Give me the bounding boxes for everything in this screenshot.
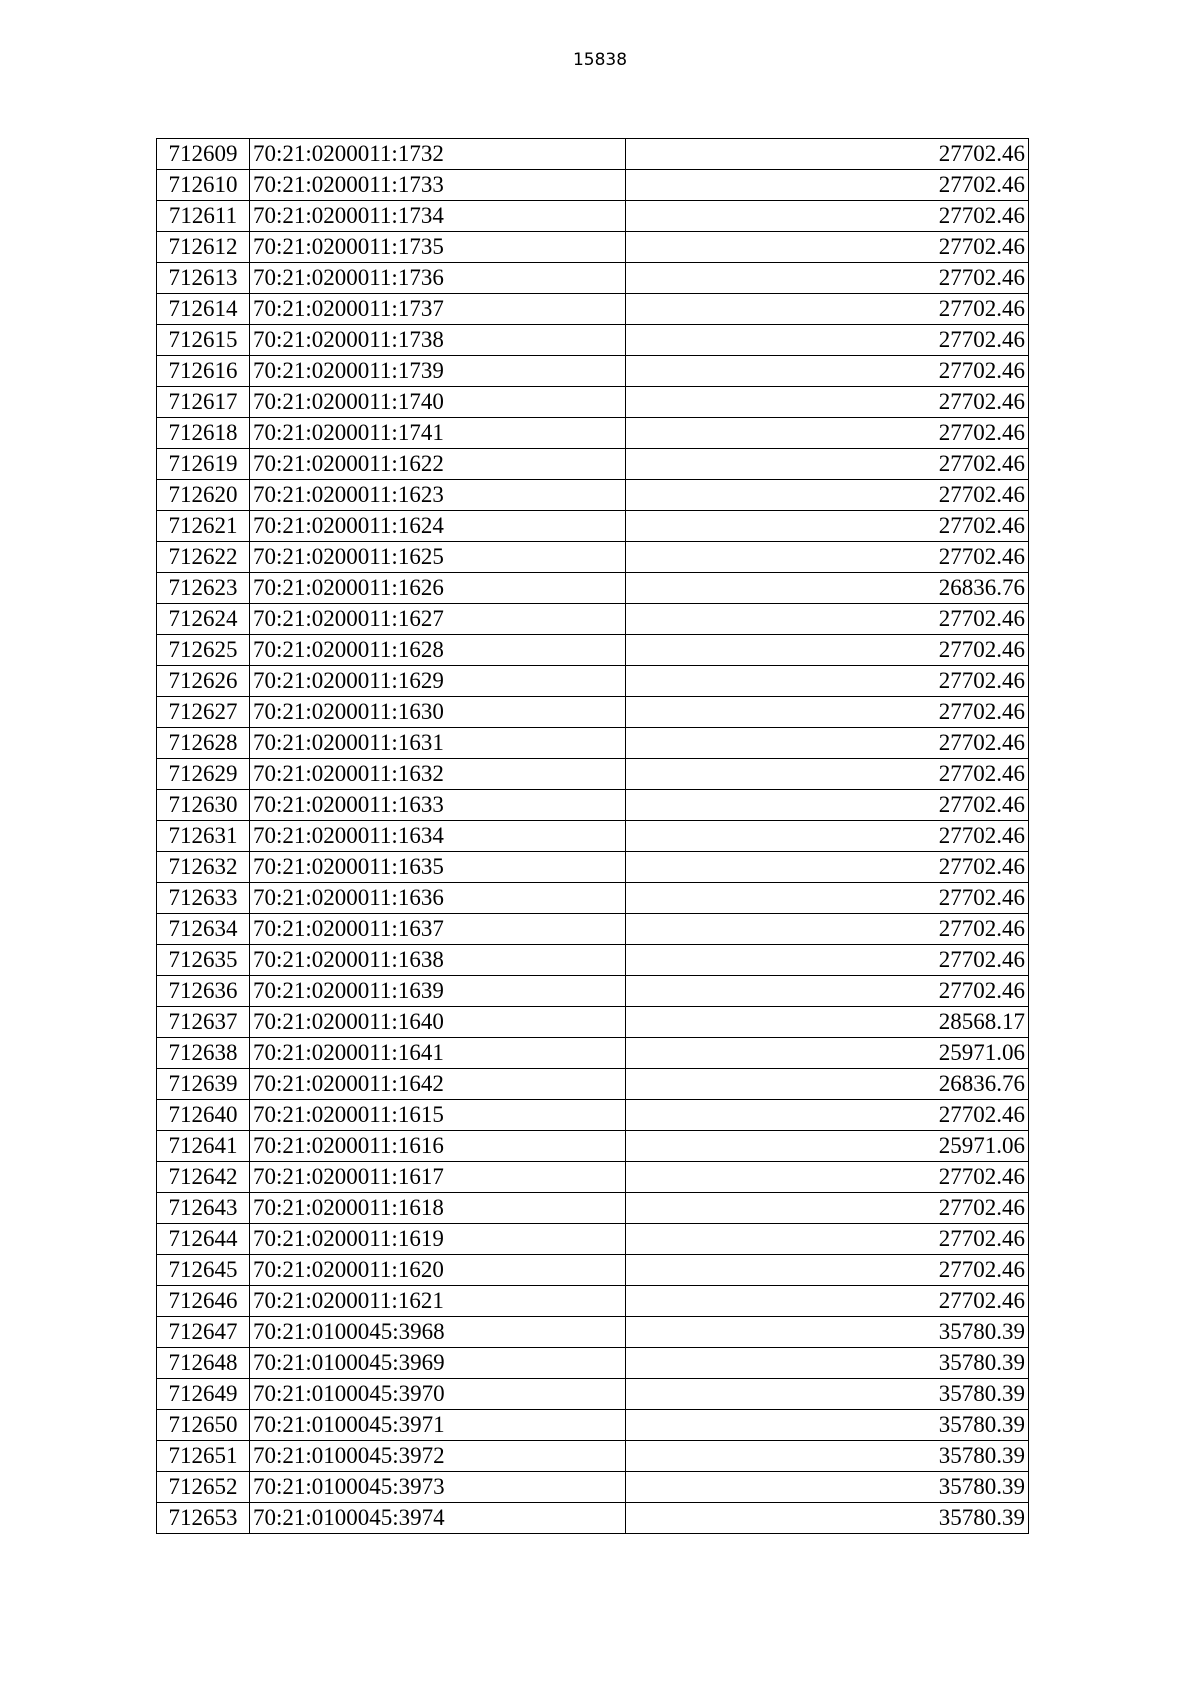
table-row <box>157 759 1029 790</box>
row-number-cell: 712649 <box>157 1379 250 1410</box>
value-cell: 27702.46 <box>626 728 1029 759</box>
row-number-cell: 712642 <box>157 1162 250 1193</box>
row-number-cell: 712628 <box>157 728 250 759</box>
row-number-cell: 712617 <box>157 387 250 418</box>
cadastral-number-cell: 70:21:0200011:1632 <box>250 759 626 790</box>
row-number-cell: 712639 <box>157 1069 250 1100</box>
row-number-cell: 712612 <box>157 232 250 263</box>
cadastral-number-cell: 70:21:0200011:1625 <box>250 542 626 573</box>
cadastral-number-cell: 70:21:0200011:1739 <box>250 356 626 387</box>
table-row <box>157 1100 1029 1131</box>
cadastral-number-cell: 70:21:0100045:3970 <box>250 1379 626 1410</box>
row-number-cell: 712635 <box>157 945 250 976</box>
value-cell: 35780.39 <box>626 1503 1029 1534</box>
table-row <box>157 232 1029 263</box>
cadastral-number-cell: 70:21:0200011:1741 <box>250 418 626 449</box>
table-row <box>157 387 1029 418</box>
value-cell: 27702.46 <box>626 356 1029 387</box>
table-row <box>157 511 1029 542</box>
row-number-cell: 712618 <box>157 418 250 449</box>
row-number-cell: 712648 <box>157 1348 250 1379</box>
cadastral-number-cell: 70:21:0100045:3972 <box>250 1441 626 1472</box>
value-cell: 35780.39 <box>626 1472 1029 1503</box>
table-row <box>157 1131 1029 1162</box>
cadastral-number-cell: 70:21:0100045:3974 <box>250 1503 626 1534</box>
cadastral-number-cell: 70:21:0200011:1622 <box>250 449 626 480</box>
cadastral-number-cell: 70:21:0200011:1630 <box>250 697 626 728</box>
row-number-cell: 712615 <box>157 325 250 356</box>
table-row <box>157 542 1029 573</box>
table-row <box>157 976 1029 1007</box>
row-number-cell: 712650 <box>157 1410 250 1441</box>
table-row <box>157 666 1029 697</box>
cadastral-number-cell: 70:21:0200011:1734 <box>250 201 626 232</box>
row-number-cell: 712620 <box>157 480 250 511</box>
value-cell: 27702.46 <box>626 1100 1029 1131</box>
value-cell: 27702.46 <box>626 511 1029 542</box>
table-row <box>157 697 1029 728</box>
row-number-cell: 712640 <box>157 1100 250 1131</box>
table-row <box>157 170 1029 201</box>
row-number-cell: 712614 <box>157 294 250 325</box>
table-row <box>157 1038 1029 1069</box>
table-row <box>157 1162 1029 1193</box>
row-number-cell: 712629 <box>157 759 250 790</box>
table-row <box>157 263 1029 294</box>
cadastral-number-cell: 70:21:0200011:1621 <box>250 1286 626 1317</box>
value-cell: 27702.46 <box>626 883 1029 914</box>
row-number-cell: 712641 <box>157 1131 250 1162</box>
row-number-cell: 712634 <box>157 914 250 945</box>
row-number-cell: 712611 <box>157 201 250 232</box>
row-number-cell: 712633 <box>157 883 250 914</box>
row-number-cell: 712653 <box>157 1503 250 1534</box>
cadastral-number-cell: 70:21:0200011:1637 <box>250 914 626 945</box>
row-number-cell: 712643 <box>157 1193 250 1224</box>
row-number-cell: 712652 <box>157 1472 250 1503</box>
row-number-cell: 712632 <box>157 852 250 883</box>
cadastral-number-cell: 70:21:0200011:1629 <box>250 666 626 697</box>
cadastral-number-cell: 70:21:0200011:1633 <box>250 790 626 821</box>
row-number-cell: 712644 <box>157 1224 250 1255</box>
table-row <box>157 139 1029 170</box>
row-number-cell: 712627 <box>157 697 250 728</box>
table-row <box>157 635 1029 666</box>
value-cell: 27702.46 <box>626 480 1029 511</box>
cadastral-number-cell: 70:21:0200011:1733 <box>250 170 626 201</box>
row-number-cell: 712624 <box>157 604 250 635</box>
cadastral-number-cell: 70:21:0200011:1617 <box>250 1162 626 1193</box>
value-cell: 35780.39 <box>626 1441 1029 1472</box>
table-row <box>157 1410 1029 1441</box>
table-row <box>157 201 1029 232</box>
row-number-cell: 712610 <box>157 170 250 201</box>
value-cell: 27702.46 <box>626 139 1029 170</box>
cadastral-number-cell: 70:21:0200011:1738 <box>250 325 626 356</box>
value-cell: 27702.46 <box>626 263 1029 294</box>
value-cell: 27702.46 <box>626 294 1029 325</box>
value-cell: 27702.46 <box>626 1193 1029 1224</box>
cadastral-number-cell: 70:21:0200011:1619 <box>250 1224 626 1255</box>
table-row <box>157 1472 1029 1503</box>
row-number-cell: 712625 <box>157 635 250 666</box>
value-cell: 26836.76 <box>626 573 1029 604</box>
cadastral-number-cell: 70:21:0200011:1616 <box>250 1131 626 1162</box>
table-row <box>157 914 1029 945</box>
table-row <box>157 356 1029 387</box>
row-number-cell: 712621 <box>157 511 250 542</box>
table-row <box>157 480 1029 511</box>
table-row <box>157 821 1029 852</box>
page-number: 15838 <box>572 50 628 70</box>
value-cell: 35780.39 <box>626 1317 1029 1348</box>
table-row <box>157 294 1029 325</box>
table-row <box>157 945 1029 976</box>
row-number-cell: 712646 <box>157 1286 250 1317</box>
cadastral-number-cell: 70:21:0200011:1735 <box>250 232 626 263</box>
value-cell: 27702.46 <box>626 697 1029 728</box>
row-number-cell: 712613 <box>157 263 250 294</box>
value-cell: 28568.17 <box>626 1007 1029 1038</box>
cadastral-number-cell: 70:21:0200011:1740 <box>250 387 626 418</box>
value-cell: 27702.46 <box>626 170 1029 201</box>
table-row <box>157 852 1029 883</box>
table-row <box>157 1224 1029 1255</box>
table-row <box>157 1255 1029 1286</box>
table-row <box>157 883 1029 914</box>
row-number-cell: 712609 <box>157 139 250 170</box>
cadastral-number-cell: 70:21:0200011:1626 <box>250 573 626 604</box>
value-cell: 25971.06 <box>626 1131 1029 1162</box>
row-number-cell: 712645 <box>157 1255 250 1286</box>
cadastral-number-cell: 70:21:0200011:1628 <box>250 635 626 666</box>
row-number-cell: 712647 <box>157 1317 250 1348</box>
cadastral-number-cell: 70:21:0200011:1618 <box>250 1193 626 1224</box>
cadastral-number-cell: 70:21:0200011:1624 <box>250 511 626 542</box>
row-number-cell: 712626 <box>157 666 250 697</box>
value-cell: 27702.46 <box>626 821 1029 852</box>
table-row <box>157 1317 1029 1348</box>
value-cell: 27702.46 <box>626 449 1029 480</box>
cadastral-number-cell: 70:21:0200011:1634 <box>250 821 626 852</box>
cadastral-number-cell: 70:21:0200011:1615 <box>250 1100 626 1131</box>
value-cell: 27702.46 <box>626 1162 1029 1193</box>
cadastral-number-cell: 70:21:0200011:1732 <box>250 139 626 170</box>
table-row <box>157 1441 1029 1472</box>
value-cell: 35780.39 <box>626 1379 1029 1410</box>
row-number-cell: 712637 <box>157 1007 250 1038</box>
table-row <box>157 1193 1029 1224</box>
value-cell: 27702.46 <box>626 790 1029 821</box>
row-number-cell: 712619 <box>157 449 250 480</box>
value-cell: 27702.46 <box>626 232 1029 263</box>
table-row <box>157 573 1029 604</box>
value-cell: 27702.46 <box>626 542 1029 573</box>
table-row <box>157 1069 1029 1100</box>
cadastral-number-cell: 70:21:0200011:1737 <box>250 294 626 325</box>
table-row <box>157 325 1029 356</box>
value-cell: 27702.46 <box>626 666 1029 697</box>
cadastral-number-cell: 70:21:0100045:3973 <box>250 1472 626 1503</box>
row-number-cell: 712638 <box>157 1038 250 1069</box>
value-cell: 27702.46 <box>626 325 1029 356</box>
value-cell: 27702.46 <box>626 976 1029 1007</box>
table-row <box>157 1503 1029 1534</box>
cadastral-number-cell: 70:21:0200011:1620 <box>250 1255 626 1286</box>
value-cell: 27702.46 <box>626 604 1029 635</box>
cadastral-number-cell: 70:21:0200011:1623 <box>250 480 626 511</box>
cadastral-number-cell: 70:21:0200011:1636 <box>250 883 626 914</box>
row-number-cell: 712651 <box>157 1441 250 1472</box>
row-number-cell: 712623 <box>157 573 250 604</box>
value-cell: 26836.76 <box>626 1069 1029 1100</box>
value-cell: 27702.46 <box>626 387 1029 418</box>
value-cell: 27702.46 <box>626 418 1029 449</box>
cadastral-number-cell: 70:21:0200011:1631 <box>250 728 626 759</box>
value-cell: 35780.39 <box>626 1410 1029 1441</box>
cadastral-number-cell: 70:21:0200011:1639 <box>250 976 626 1007</box>
value-cell: 27702.46 <box>626 1224 1029 1255</box>
row-number-cell: 712622 <box>157 542 250 573</box>
table-row <box>157 1007 1029 1038</box>
value-cell: 27702.46 <box>626 1255 1029 1286</box>
registry-table <box>156 138 1029 1534</box>
table-body <box>157 139 1029 1534</box>
cadastral-number-cell: 70:21:0200011:1641 <box>250 1038 626 1069</box>
table-row <box>157 728 1029 759</box>
table-row <box>157 1348 1029 1379</box>
value-cell: 25971.06 <box>626 1038 1029 1069</box>
cadastral-number-cell: 70:21:0200011:1736 <box>250 263 626 294</box>
cadastral-number-cell: 70:21:0100045:3969 <box>250 1348 626 1379</box>
value-cell: 27702.46 <box>626 1286 1029 1317</box>
cadastral-number-cell: 70:21:0100045:3968 <box>250 1317 626 1348</box>
value-cell: 27702.46 <box>626 201 1029 232</box>
table-row <box>157 1379 1029 1410</box>
table-row <box>157 1286 1029 1317</box>
row-number-cell: 712636 <box>157 976 250 1007</box>
table-row <box>157 604 1029 635</box>
value-cell: 27702.46 <box>626 635 1029 666</box>
row-number-cell: 712616 <box>157 356 250 387</box>
value-cell: 35780.39 <box>626 1348 1029 1379</box>
cadastral-number-cell: 70:21:0100045:3971 <box>250 1410 626 1441</box>
row-number-cell: 712631 <box>157 821 250 852</box>
cadastral-number-cell: 70:21:0200011:1640 <box>250 1007 626 1038</box>
value-cell: 27702.46 <box>626 914 1029 945</box>
cadastral-number-cell: 70:21:0200011:1635 <box>250 852 626 883</box>
cadastral-number-cell: 70:21:0200011:1638 <box>250 945 626 976</box>
table-row <box>157 449 1029 480</box>
value-cell: 27702.46 <box>626 759 1029 790</box>
table-row <box>157 790 1029 821</box>
value-cell: 27702.46 <box>626 852 1029 883</box>
cadastral-number-cell: 70:21:0200011:1627 <box>250 604 626 635</box>
row-number-cell: 712630 <box>157 790 250 821</box>
table-row <box>157 418 1029 449</box>
value-cell: 27702.46 <box>626 945 1029 976</box>
cadastral-number-cell: 70:21:0200011:1642 <box>250 1069 626 1100</box>
